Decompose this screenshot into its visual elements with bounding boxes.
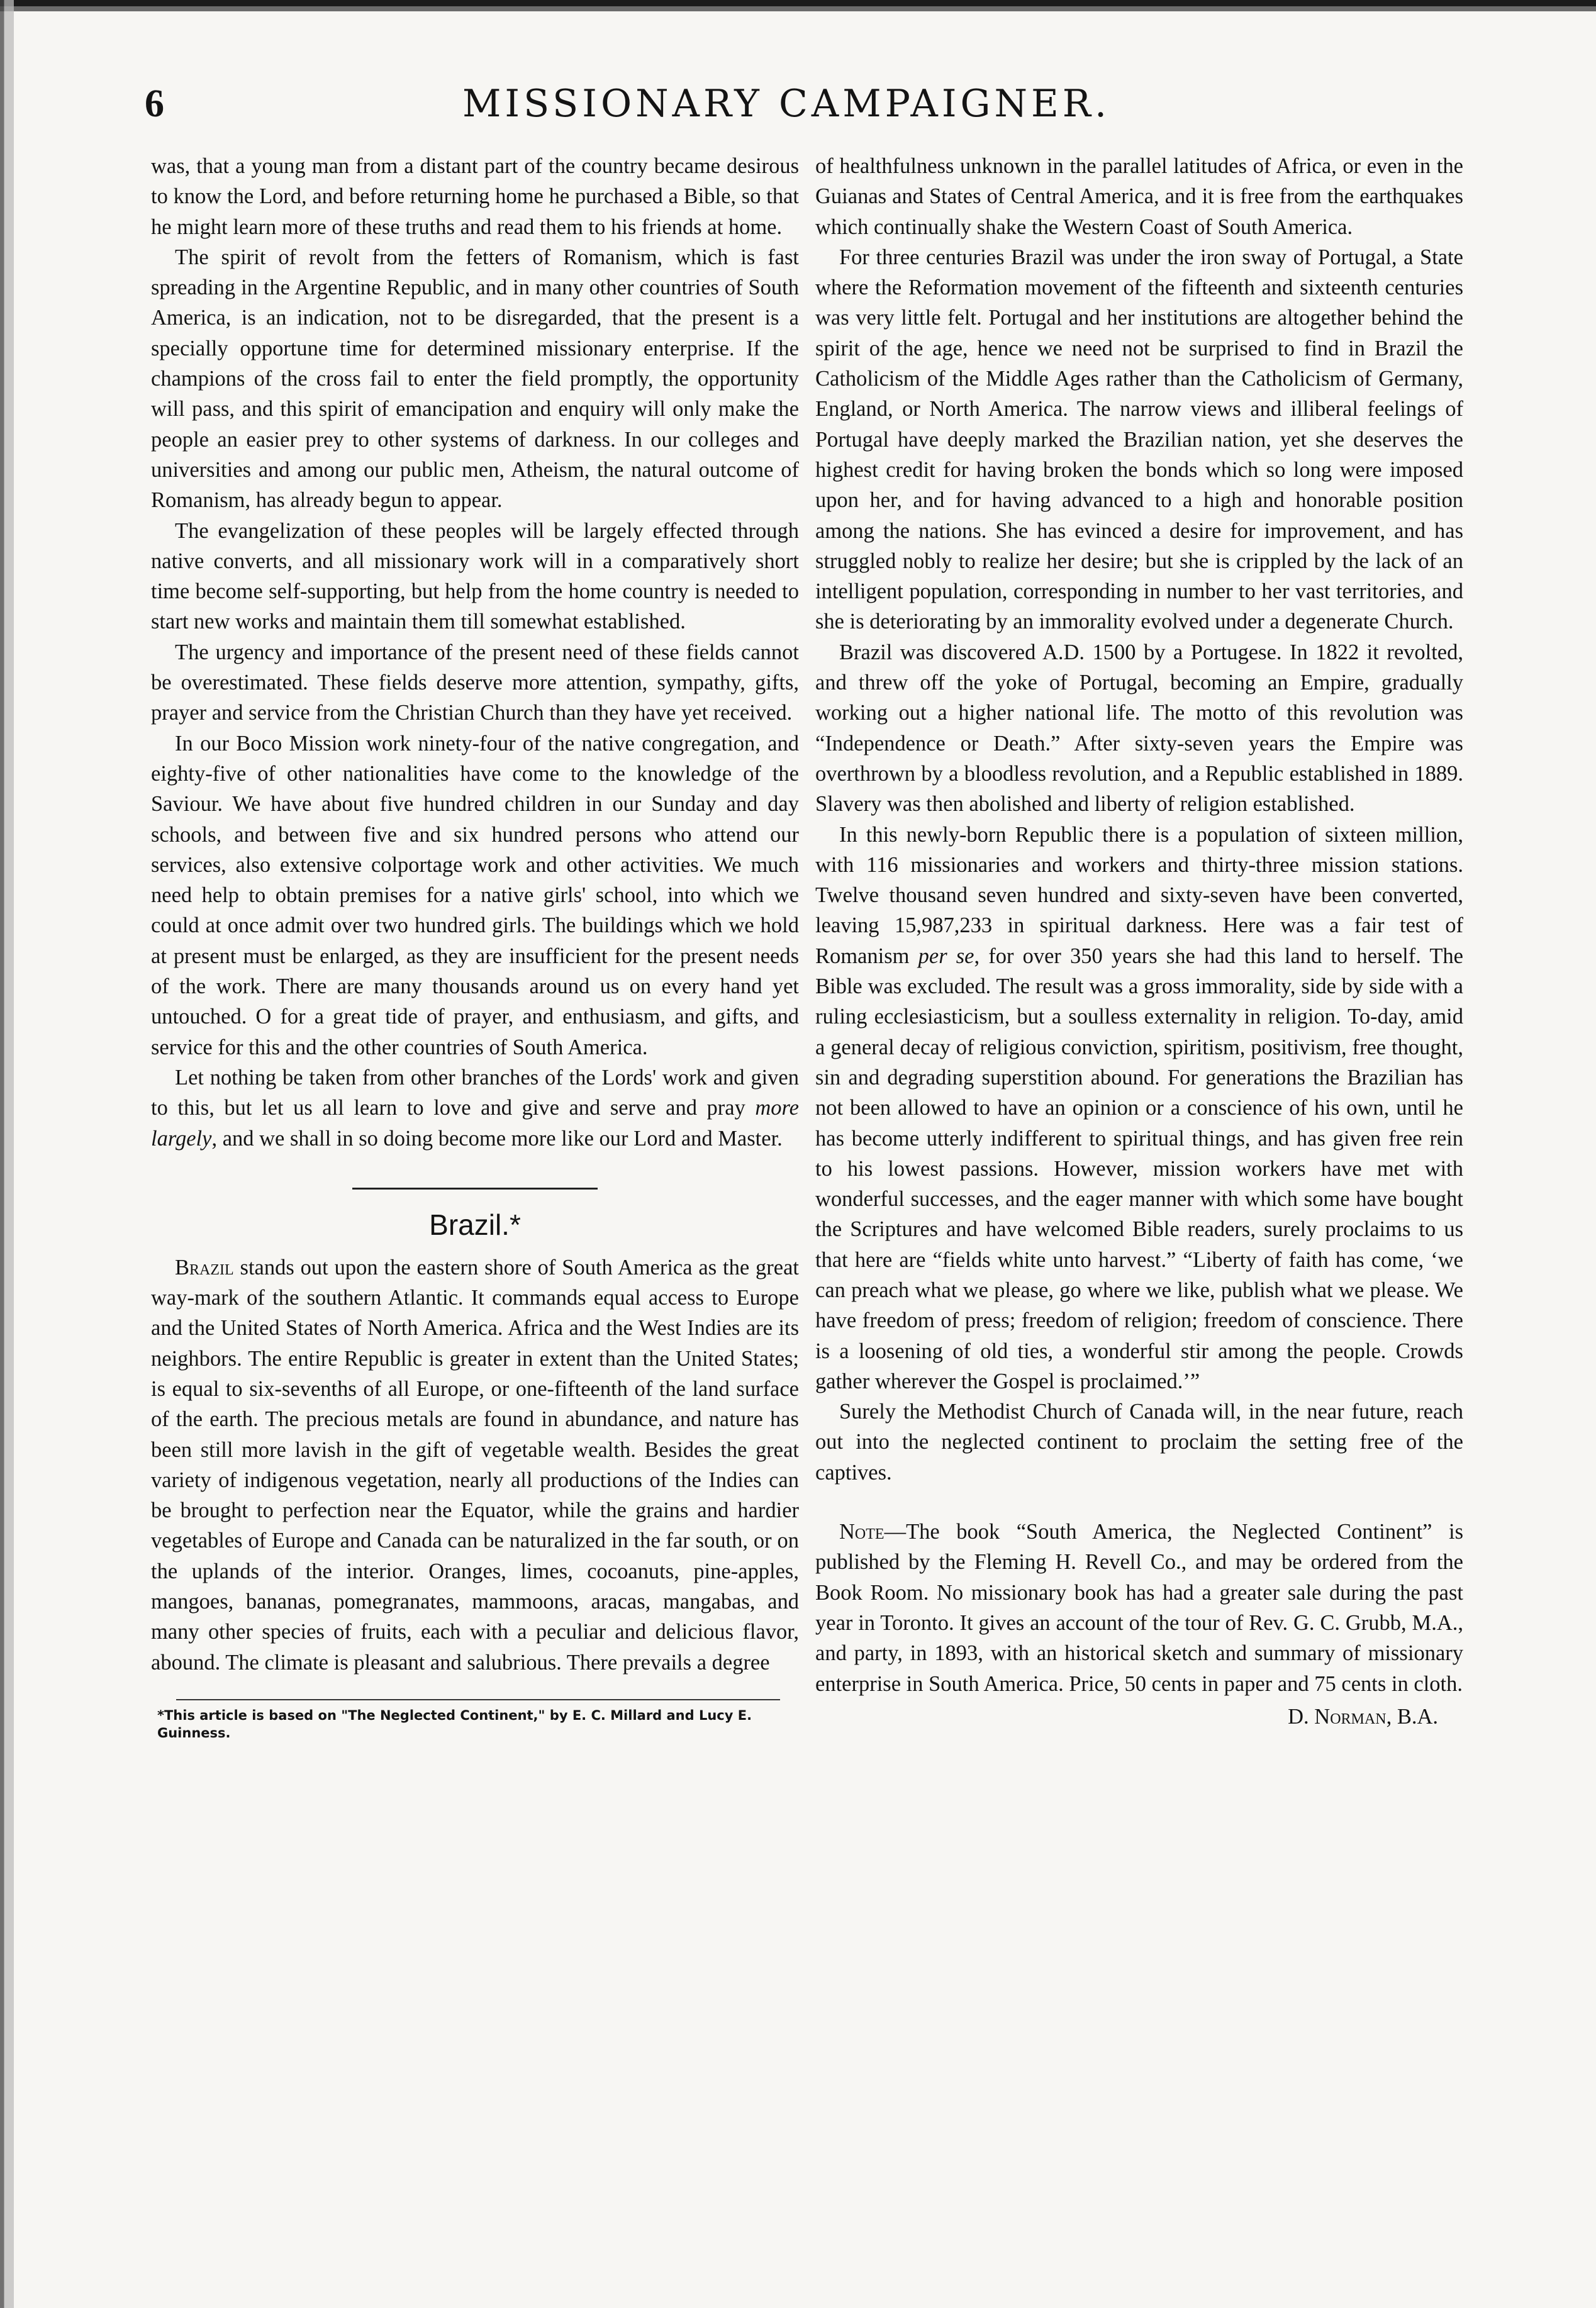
text-run: —The book “South America, the Neglected Continent” is published by the Fleming H. Revell Co., and may be ordered from the Book Room. No missionary book has had a greater sale during the past year in Toronto. It gives an account of the tour of Rev. G. C. Grubb, M.A., and party, in 1893, with an historical sketch and summary of missionary enterprise in South America. Price, 50 cents in paper and 75 cents in cloth.	[815, 1520, 1463, 1696]
author-signature: D. Norman, B.A.	[1288, 1704, 1438, 1729]
paragraph	[151, 1252, 799, 1678]
section-divider	[352, 1188, 598, 1190]
paragraph: In our Boco Mission work ninety-four of the native congregation, and eighty-five of other nationalities have come to the knowledge of the Saviour. We have about five hundred children in our Sunday and day schools, and between five and six hundred persons who attend our services, also extensive colportage work and other activities. We much need help to obtain premises for a native girls' school, into which we could at once admit over two hundred girls. The buildings which we hold at present must be enlarged, as they are insufficient for the present needs of the work. There are many thousands around us on every hand yet untouched. O for a great tide of prayer, and enthusiasm, and gifts, and service for this and the other countries of South America.	[151, 731, 799, 1059]
paragraph	[151, 1062, 799, 1154]
note-block	[815, 1517, 1463, 1732]
emphasis-text: per se	[918, 944, 974, 968]
note-lead: Note	[839, 1520, 884, 1544]
page-header	[145, 82, 1428, 138]
paragraph: The spirit of revolt from the fetters of Romanism, which is fast spreading in the Argentine Republic, and in many other countries of South America, is an indication, not to be disregarded, that the present is a specially opportune time for determined missionary enterprise. If the champions of the cross fail to enter the field promptly, the opportunity will pass, and this spirit of emancipation and enquiry will only make the people an easier prey to other systems of darkness. In our colleges and universities and among our public men, Atheism, the natural outcome of Romanism, has already begun to appear.	[151, 245, 799, 513]
emphasis-text: more largely	[151, 1096, 799, 1151]
paragraph: was, that a young man from a distant part of the country became desirous to know the Lord, and before returning home he purchased a Bible, so that he might learn more of these truths and read them to his friends at home.	[151, 154, 799, 239]
section-title: Brazil.*	[429, 1208, 521, 1241]
lead-word: Brazil	[175, 1255, 234, 1279]
footnote: *This article is based on "The Neglected Continent," by E. C. Millard and Lucy E. Guinness.	[157, 1707, 752, 1741]
paragraph: For three centuries Brazil was under the iron sway of Portugal, a State where the Reformation movement of the fifteenth and sixteenth centuries was very little felt. Portugal and her institutions are altogether behind the spirit of the age, hence we need not be surprised to find in Brazil the Catholicism of the Middle Ages rather than the Catholicism of Germany, England, or North America. The narrow views and illiberal feelings of Portugal have deeply marked the Brazilian nation, yet she deserves the highest credit for having broken the bonds which so long were imposed upon her, and for having advanced to a high and honorable position among the nations. She has evinced a desire for improvement, and has struggled nobly to realize her desire; but she is crippled by the lack of an intelligent population, corresponding in number to her vast territories, and she is deteriorating by an immorality evolved under a degenerate Church.	[815, 245, 1463, 634]
text-run: , and we shall in so doing become more like our Lord and Master.	[211, 1126, 783, 1151]
scan-top-border	[0, 0, 1596, 11]
paragraph	[815, 820, 1463, 1397]
paragraph: Brazil was discovered A.D. 1500 by a Portugese. In 1822 it revolted, and threw off the yoke of Portugal, becoming an Empire, gradually working out a higher national life. The motto of this revolution was “Independence or Death.” After sixty-seven years the Empire was overthrown by a bloodless revolution, and a Republic established in 1889. Slavery was then abolished and liberty of religion established.	[815, 640, 1463, 817]
paragraph: The urgency and importance of the present need of these fields cannot be overestimated. These fields deserve more attention, sympathy, gifts, prayer and service from the Christian Church than they have yet received.	[151, 640, 799, 725]
text-run: Let nothing be taken from other branches of the Lords' work and given to this, but let us all learn to love and give and serve and pray	[151, 1065, 799, 1120]
page-number: 6	[145, 82, 165, 125]
left-column	[151, 151, 799, 1742]
text-run: stands out upon the eastern shore of South America as the great way-mark of the southern Atlantic. It commands equal access to Europe and the United States of North America. Africa and the West Indies are its neighbors. The entire Republic is greater in extent than the United States; is equal to six-sevenths of all Europe, or one-fifteenth of the land surface of the earth. The precious metals are found in abundance, and nature has been still more lavish in the gift of vegetable wealth. Besides the great variety of indigenous vegetation, nearly all productions of the Indies can be brought to perfection near the Equator, while the grains and hardier vegetables of Europe and Canada can be naturalized in the far south, or on the uplands of the interior. Oranges, limes, cocoanuts, pine-apples, mangoes, bananas, pomegranates, mammoons, aracas, mangabas, and many other species of fruits, each with a peculiar and delicious flavor, abound. The climate is pleasant and salubrious. There prevails a degree	[151, 1255, 799, 1675]
text-run: In this newly-born Republic there is a population of sixteen million, with 116 missionaries and workers and thirty-three mission stations. Twelve thousand seven hundred and sixty-seven have been converted, leaving 15,987,233 in spiritual darkness. Here was a fair test of Romanism	[815, 822, 1463, 968]
right-column	[815, 151, 1463, 1732]
paragraph: Surely the Methodist Church of Canada will, in the near future, reach out into the neglected continent to proclaim the setting free of the captives.	[815, 1400, 1463, 1485]
paragraph: of healthfulness unknown in the parallel latitudes of Africa, or even in the Guianas and States of Central America, and it is free from the earthquakes which continually shake the Western Coast of South America.	[815, 154, 1463, 239]
text-run: , for over 350 years she had this land to herself. The Bible was excluded. The result was a gross immorality, side by side with a ruling ecclesiasticism, but a soulless externality in religion. To-day, amid a general decay of religious conviction, spiritism, positivism, free thought, sin and degrading superstition abound. For generations the Brazilian has not been allowed to have an opinion or a conscience of his own, until he has become utterly indifferent to spiritual things, and has given free rein to his lowest passions. However, mission workers have met with wonderful successes, and the eager manner with which some have bought the Scriptures and have welcomed Bible readers, surely proclaims to us that here are “fields white unto harvest.” “Liberty of faith has come, ‘we can preach what we please, go where we like, publish what we please. We have freedom of press; freedom of religion; freedom of conscience. There is a loosening of old ties, a wonderful stir among the people. Crowds gather wherever the Gospel is proclaimed.’”	[815, 944, 1463, 1393]
journal-title: MISSIONARY CAMPAIGNER.	[462, 82, 1111, 126]
note-paragraph	[815, 1517, 1463, 1699]
scan-left-border	[0, 0, 14, 2308]
footnote-divider	[176, 1699, 780, 1700]
paragraph: The evangelization of these peoples will be largely effected through native converts, and all missionary work will in a comparatively short time become self-supporting, but help from the home country is needed to start new works and maintain them till somewhat established.	[151, 518, 799, 634]
